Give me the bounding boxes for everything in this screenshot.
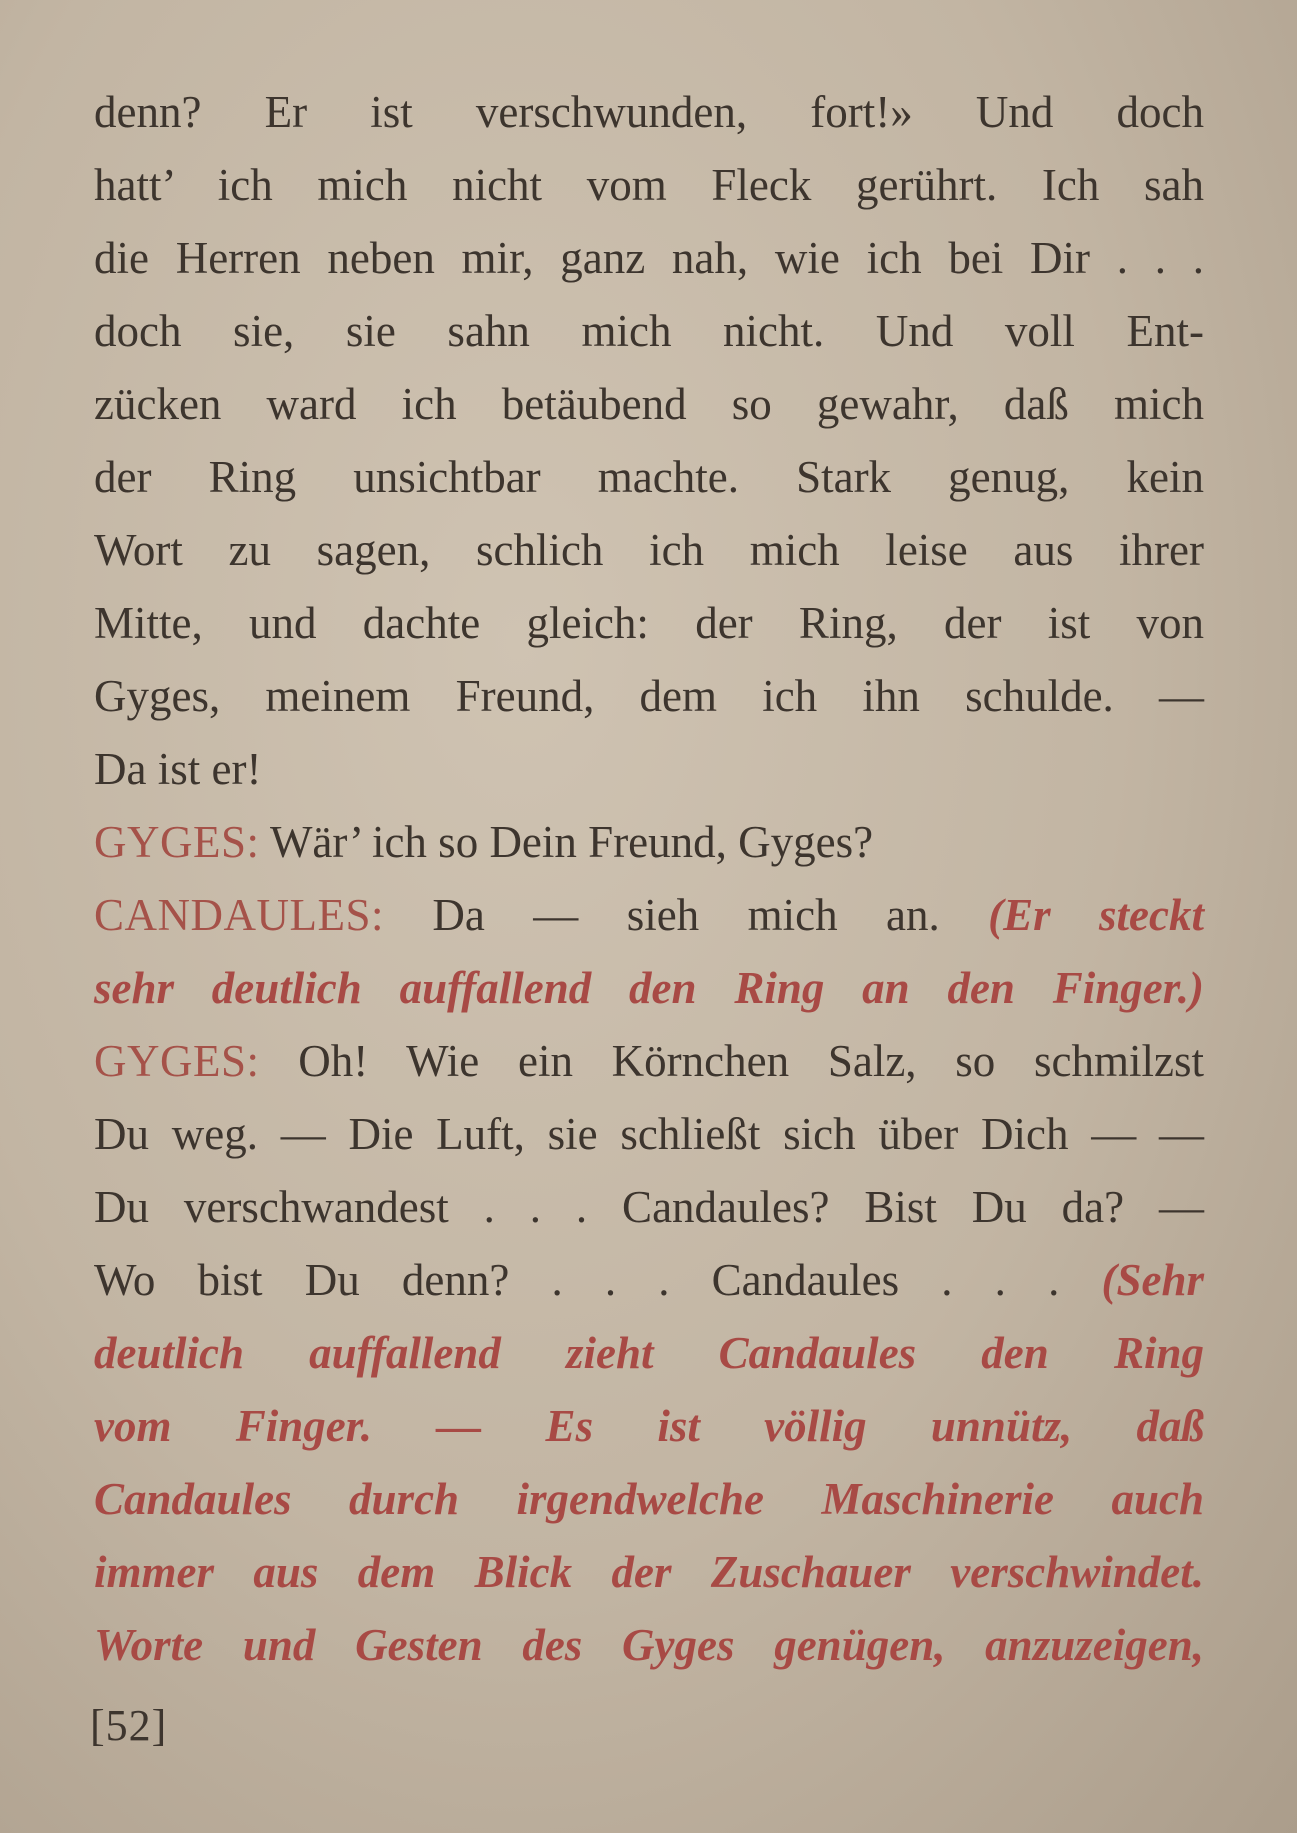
dialogue-text: Wo bist Du denn? . . . Candaules . . . — [94, 1255, 1102, 1305]
text-line — [94, 1390, 1204, 1463]
text-line — [94, 514, 1204, 587]
text-line — [94, 368, 1204, 441]
text-line — [94, 660, 1204, 733]
stage-direction: Candaules durch irgendwelche Maschinerie auch — [94, 1474, 1204, 1524]
dialogue-text: Gyges, meinem Freund, dem ich ihn schulde. — — [94, 671, 1204, 721]
text-line — [94, 1609, 1204, 1682]
text-line — [94, 733, 1204, 806]
dialogue-text: der Ring unsichtbar machte. Stark genug, kein — [94, 452, 1204, 502]
text-line — [94, 1536, 1204, 1609]
stage-direction: sehr deutlich auffallend den Ring an den Finger.) — [94, 963, 1204, 1013]
text-line — [94, 1171, 1204, 1244]
dialogue-text: Mitte, und dachte gleich: der Ring, der ist von — [94, 598, 1204, 648]
dialogue-text: Du verschwandest . . . Candaules? Bist Du da? — — [94, 1182, 1204, 1232]
page-text — [94, 76, 1204, 1682]
text-line — [94, 806, 1204, 879]
page-number: [52] — [90, 1701, 168, 1750]
dialogue-text: Wär’ ich so Dein Freund, Gyges? — [259, 817, 874, 867]
stage-direction: (Er steckt — [988, 890, 1204, 940]
speaker-name: CANDAULES: — [94, 890, 385, 940]
stage-direction: (Sehr — [1101, 1255, 1204, 1305]
dialogue-text: denn? Er ist verschwunden, fort!» Und doch — [94, 87, 1204, 137]
dialogue-text: doch sie, sie sahn mich nicht. Und voll Ent- — [94, 306, 1204, 356]
dialogue-text: hatt’ ich mich nicht vom Fleck gerührt. Ich sah — [94, 160, 1204, 210]
dialogue-text: die Herren neben mir, ganz nah, wie ich bei Dir . . . — [94, 233, 1204, 283]
text-line — [94, 952, 1204, 1025]
dialogue-text: Da — sieh mich an. — [384, 890, 989, 940]
stage-direction: vom Finger. — Es ist völlig unnütz, daß — [94, 1401, 1204, 1451]
stage-direction: immer aus dem Blick der Zuschauer verschwindet. — [94, 1547, 1204, 1597]
speaker-name: GYGES: — [94, 817, 260, 867]
text-line — [94, 76, 1204, 149]
text-line — [94, 1098, 1204, 1171]
text-line — [94, 587, 1204, 660]
dialogue-text: Wort zu sagen, schlich ich mich leise aus ihrer — [94, 525, 1204, 575]
text-line — [94, 295, 1204, 368]
text-line — [94, 222, 1204, 295]
text-line — [94, 879, 1204, 952]
stage-direction: Worte und Gesten des Gyges genügen, anzuzeigen, — [94, 1620, 1204, 1670]
text-line — [94, 1025, 1204, 1098]
text-line — [94, 149, 1204, 222]
text-line — [94, 1244, 1204, 1317]
dialogue-text: Da ist er! — [94, 744, 262, 794]
stage-direction: deutlich auffallend zieht Candaules den Ring — [94, 1328, 1204, 1378]
dialogue-text: zücken ward ich betäubend so gewahr, daß mich — [94, 379, 1204, 429]
text-line — [94, 1317, 1204, 1390]
text-line — [94, 1463, 1204, 1536]
dialogue-text: Du weg. — Die Luft, sie schließt sich über Dich — — — [94, 1109, 1204, 1159]
speaker-name: GYGES: — [94, 1036, 260, 1086]
dialogue-text: Oh! Wie ein Körnchen Salz, so schmilzst — [259, 1036, 1204, 1086]
text-line — [94, 441, 1204, 514]
